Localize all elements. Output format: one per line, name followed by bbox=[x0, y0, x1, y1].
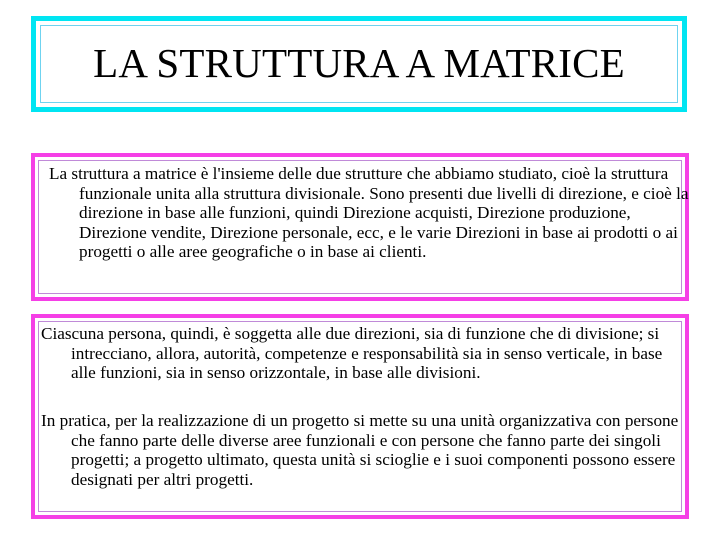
explanation-paragraph-2: In pratica, per la realizzazione di un progetto si mette su una unità organizzativa con persone che fanno parte delle diverse aree funzionali e con persone che fanno parte dei singoli progetti; a progetto ultimato, questa unità si scioglie e i suoi componenti possono essere designati per altri progetti. bbox=[41, 411, 679, 489]
title-box bbox=[31, 16, 687, 112]
title-box-inner bbox=[40, 25, 678, 103]
explanation-box bbox=[31, 314, 689, 519]
definition-paragraph: La struttura a matrice è l'insieme delle due strutture che abbiamo studiato, cioè la struttura funzionale unita alla struttura divisionale. Sono presenti due livelli di direzione, e cioè la direzione in base alle funzioni, quindi Direzione acquisti, Direzione produzione, Direzione vendite, Direzione personale, ecc, e le varie Direzioni in base ai prodotti o ai progetti o alle aree geografiche o in base ai clienti. bbox=[49, 164, 689, 262]
definition-box bbox=[31, 153, 689, 301]
slide-title: LA STRUTTURA A MATRICE bbox=[93, 39, 625, 86]
explanation-paragraph-1: Ciascuna persona, quindi, è soggetta alle due direzioni, sia di funzione che di divisione; si intrecciano, allora, autorità, competenze e responsabilità sia in senso verticale, in base alle funzioni, sia in senso orizzontale, in base alle divisioni. bbox=[41, 324, 663, 383]
